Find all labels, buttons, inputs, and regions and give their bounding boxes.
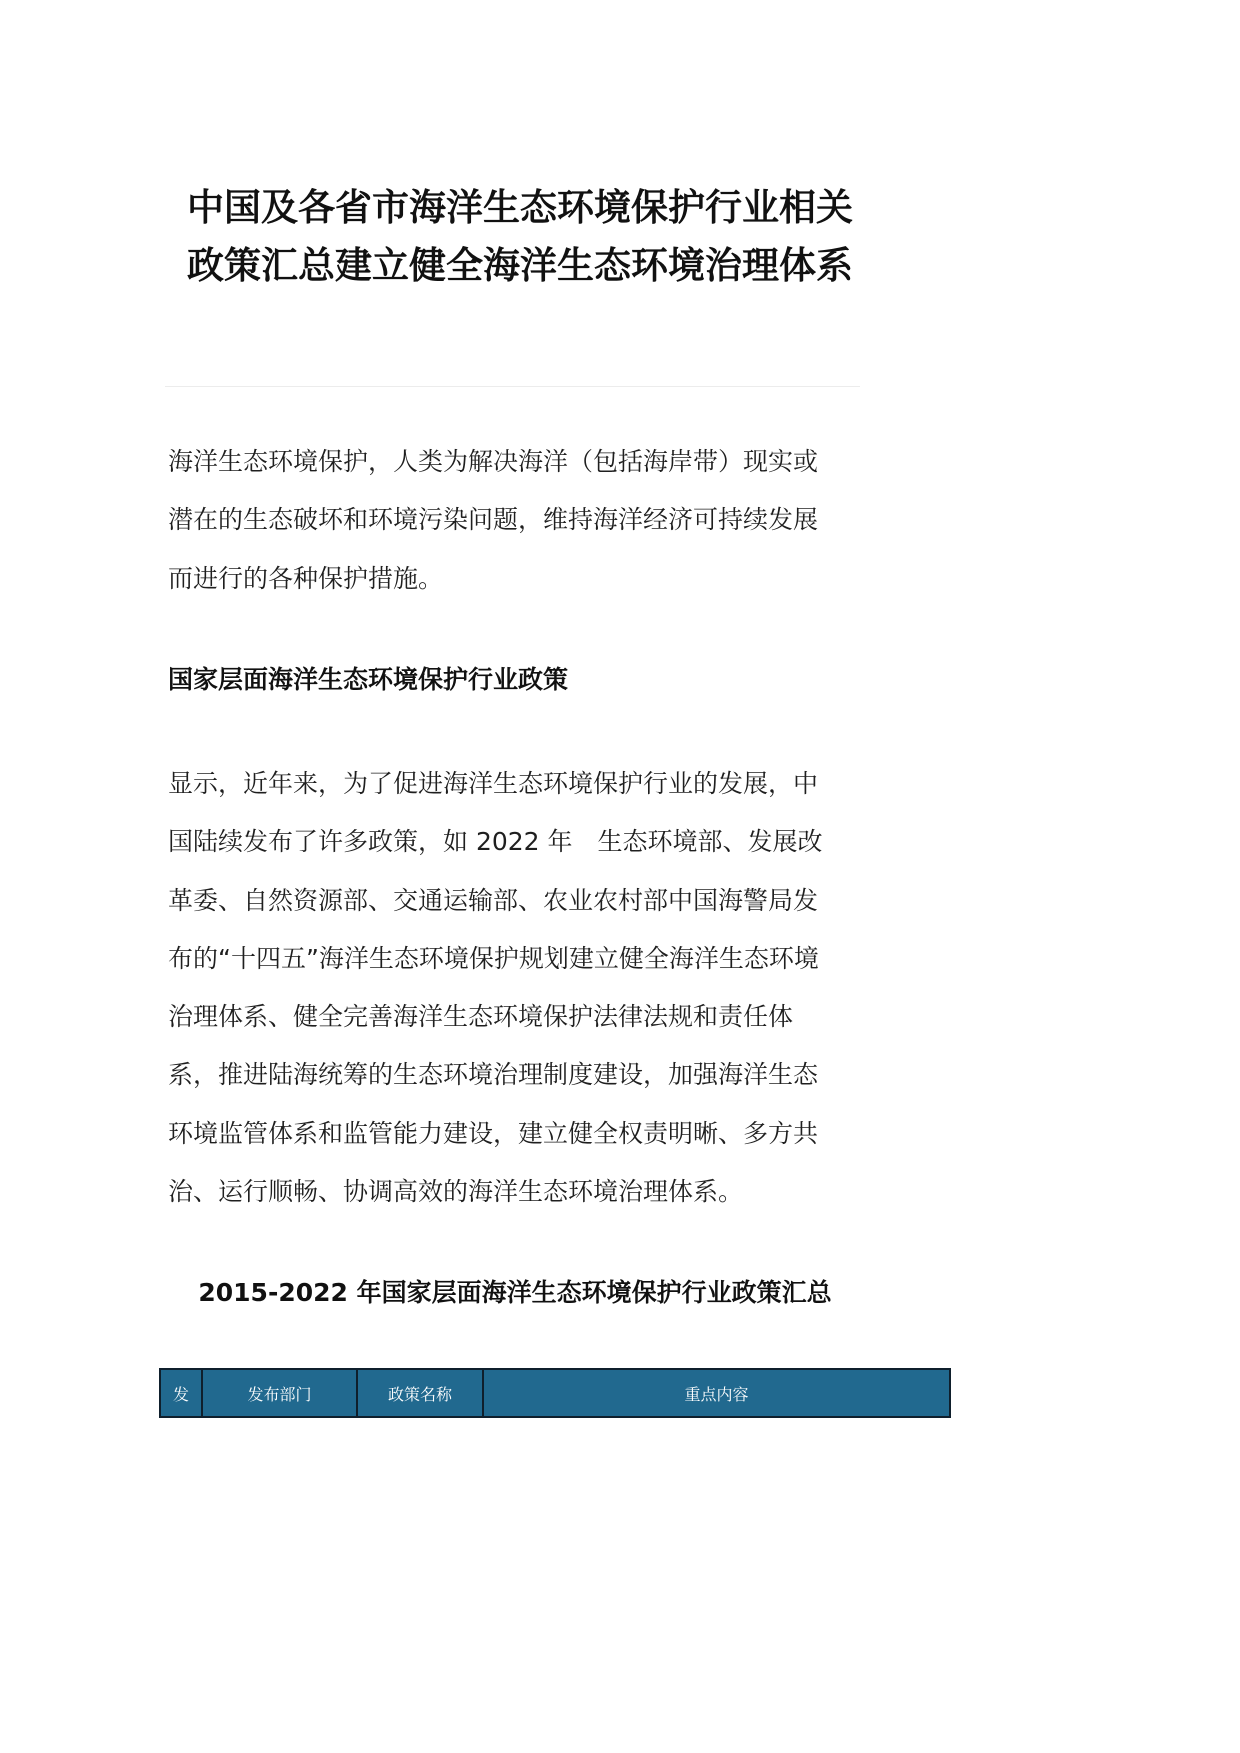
title-divider xyxy=(165,386,860,387)
header-key-content: 重点内容 xyxy=(483,1369,950,1417)
title-line-2: 政策汇总建立健全海洋生态环境治理体系 xyxy=(187,243,853,287)
header-policy-name: 政策名称 xyxy=(357,1369,483,1417)
body-line: 显示，近年来，为了促进海洋生态环境保护行业的发展，中 xyxy=(168,769,819,798)
document-title xyxy=(140,178,900,294)
body-line: 系，推进陆海统筹的生态环境治理制度建设，加强海洋生态 xyxy=(168,1060,819,1090)
table-header-row xyxy=(160,1369,950,1417)
policy-table xyxy=(159,1368,951,1418)
body-line: 革委、自然资源部、交通运输部、农业农村部中国海警局发 xyxy=(168,885,819,915)
section-heading: 国家层面海洋生态环境保护行业政策 xyxy=(168,665,569,694)
body-line: 布的“十四五”海洋生态环境保护规划建立健全海洋生态环境 xyxy=(168,943,819,973)
body-line: 国陆续发布了许多政策，如 2022 年 生态环境部、发展改 xyxy=(168,827,823,857)
intro-line: 海洋生态环境保护，人类为解决海洋（包括海岸带）现实或 xyxy=(168,447,819,476)
intro-paragraph xyxy=(168,433,863,608)
intro-line: 而进行的各种保护措施。 xyxy=(168,563,444,593)
intro-line: 潜在的生态破坏和环境污染问题，维持海洋经济可持续发展 xyxy=(168,505,819,535)
title-line-1: 中国及各省市海洋生态环境保护行业相关 xyxy=(187,185,853,229)
body-line: 治理体系、健全完善海洋生态环境保护法律法规和责任体 xyxy=(168,1002,794,1032)
header-department: 发布部门 xyxy=(202,1369,357,1417)
header-year: 发 xyxy=(160,1369,202,1417)
body-line: 环境监管体系和监管能力建设，建立健全权责明晰、多方共 xyxy=(168,1118,819,1148)
table-caption: 2015-2022 年国家层面海洋生态环境保护行业政策汇总 xyxy=(198,1278,832,1307)
body-line: 治、运行顺畅、协调高效的海洋生态环境治理体系。 xyxy=(168,1177,744,1207)
body-paragraph xyxy=(168,755,863,1221)
